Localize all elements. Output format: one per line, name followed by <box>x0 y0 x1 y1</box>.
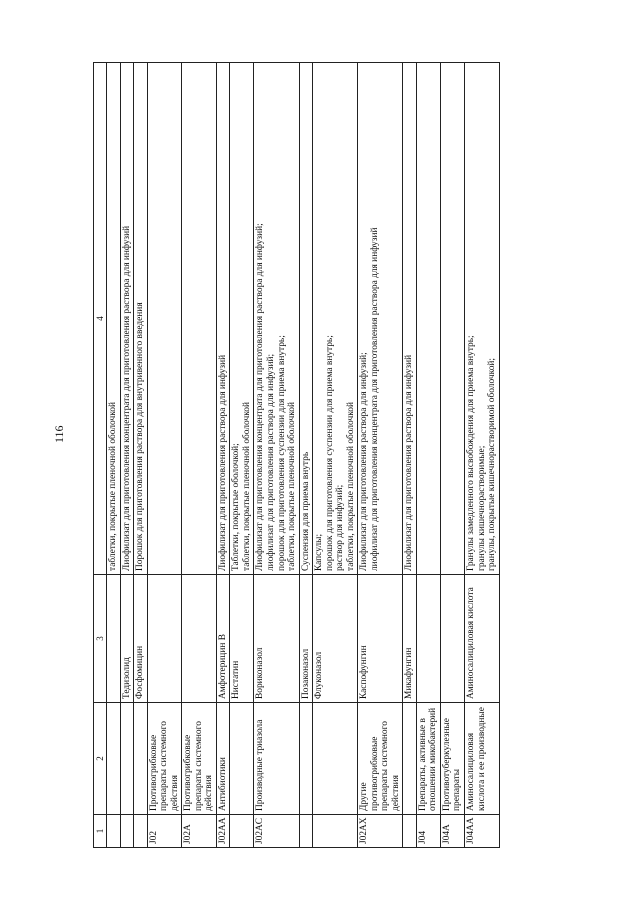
dosage-form-line: гранулы кишечнорастворимые; <box>476 445 487 571</box>
atc-code-cell-text: J04 <box>417 830 428 844</box>
dosage-form-line: Лиофилизат для приготовления раствора для инфузий <box>404 354 415 571</box>
group-name-cell <box>313 703 358 815</box>
group-name-cell <box>182 703 217 815</box>
atc-code-cell <box>147 815 182 848</box>
group-name-cell-text: Противогрибковые препараты системного действия <box>148 721 180 811</box>
dosage-form-line: таблетки, покрытые пленочной оболочкой <box>108 402 119 571</box>
dosage-forms-cell <box>254 63 299 575</box>
dosage-form-line: таблетки, покрытые пленочной оболочкой <box>345 402 356 571</box>
drug-name-cell-text: Фосфомицин <box>135 645 146 699</box>
dosage-form-line: Таблетки, покрытые оболочкой; <box>231 443 242 571</box>
dosage-forms-cell <box>465 63 500 575</box>
atc-code-cell <box>216 815 230 848</box>
atc-code-cell <box>358 815 403 848</box>
drug-name-cell <box>120 575 134 703</box>
table-row <box>299 63 313 848</box>
group-name-cell <box>147 703 182 815</box>
dosage-forms-cell <box>120 63 134 575</box>
dosage-forms-cell <box>216 63 230 575</box>
group-name-cell <box>216 703 230 815</box>
drug-name-cell <box>230 575 254 703</box>
dosage-forms-cell <box>358 63 403 575</box>
table-row <box>440 63 464 848</box>
drug-name-cell-text: Флуконазол <box>314 651 325 699</box>
group-name-cell-text: Антибиотики <box>217 757 228 811</box>
drug-name-cell <box>465 575 500 703</box>
drug-name-cell-text: Позаконазол <box>300 648 311 699</box>
dosage-forms-cell <box>182 63 217 575</box>
drug-name-cell <box>107 575 121 703</box>
drug-name-cell-text: Нистатин <box>231 660 242 699</box>
group-name-cell <box>120 703 134 815</box>
group-name-cell-text: Другие противогрибковые препараты системного действия <box>359 721 401 811</box>
drug-name-cell <box>299 575 313 703</box>
dosage-forms-cell <box>107 63 121 575</box>
group-name-cell-text: Противогрибковые препараты системного действия <box>183 721 215 811</box>
drug-name-cell-text: Микафунгин <box>404 647 415 699</box>
group-name-cell <box>403 703 417 815</box>
group-name-cell-text: Аминосалициловая кислота и ее производные <box>466 707 487 811</box>
table-row <box>216 63 230 848</box>
table-row <box>147 63 182 848</box>
atc-code-cell <box>182 815 217 848</box>
header-col-2: 2 <box>94 703 107 815</box>
table-row <box>107 63 121 848</box>
group-name-cell <box>440 703 464 815</box>
dosage-form-line: Лиофилизат для приготовления концентрата для приготовления раствора для инфузий; <box>255 223 266 571</box>
table-row <box>254 63 299 848</box>
header-col-4: 4 <box>94 63 107 575</box>
atc-code-cell <box>107 815 121 848</box>
dosage-forms-cell <box>134 63 148 575</box>
drug-name-cell-text: Тедизолид <box>121 657 132 699</box>
drug-name-cell-text: Каспофунгин <box>359 645 370 699</box>
dosage-form-line: гранулы, покрытые кишечнорастворимой оболочкой; <box>487 357 498 571</box>
dosage-form-line: порошок для приготовления суспензии для приема внутрь; <box>276 335 287 571</box>
group-name-cell-text: Производные триазола <box>255 719 266 811</box>
atc-code-cell-text: J02A <box>183 824 194 844</box>
drug-name-cell-text: Амфотерицин В <box>217 634 228 699</box>
drug-name-cell <box>147 575 182 703</box>
drug-name-cell <box>134 575 148 703</box>
drug-name-cell <box>358 575 403 703</box>
atc-code-cell <box>299 815 313 848</box>
drug-name-cell <box>182 575 217 703</box>
dosage-form-line: Капсулы; <box>314 533 325 571</box>
drug-name-cell-text: Вориконазол <box>255 647 266 699</box>
dosage-forms-cell <box>416 63 440 575</box>
group-name-cell <box>107 703 121 815</box>
atc-code-cell <box>230 815 254 848</box>
drug-name-cell-text: Аминосалициловая кислота <box>466 587 477 699</box>
dosage-form-line: лиофилизат для приготовления концентрата для приготовления раствора для инфузий <box>369 227 380 571</box>
dosage-form-line: таблетки, покрытые пленочной оболочкой <box>287 402 298 571</box>
atc-code-cell <box>403 815 417 848</box>
table-row <box>403 63 417 848</box>
drug-name-cell <box>313 575 358 703</box>
group-name-cell <box>230 703 254 815</box>
atc-code-cell <box>134 815 148 848</box>
table-row <box>358 63 403 848</box>
table-row <box>313 63 358 848</box>
dosage-form-line: Лиофилизат для приготовления концентрата для приготовления раствора для инфузий <box>121 225 132 571</box>
table-row <box>134 63 148 848</box>
group-name-cell <box>299 703 313 815</box>
atc-code-cell-text: J02AA <box>217 817 228 844</box>
group-name-cell <box>358 703 403 815</box>
drug-list-table <box>93 62 500 848</box>
atc-code-cell <box>313 815 358 848</box>
dosage-forms-cell <box>313 63 358 575</box>
document-table-rotated <box>93 63 585 848</box>
table-row <box>182 63 217 848</box>
dosage-forms-cell <box>440 63 464 575</box>
header-col-1: 1 <box>94 815 107 848</box>
dosage-form-line: Гранулы замедленного высвобождения для приема внутрь; <box>466 335 477 571</box>
dosage-forms-cell <box>230 63 254 575</box>
drug-name-cell <box>416 575 440 703</box>
dosage-form-line: порошок для приготовления суспензии для приема внутрь; <box>324 335 335 571</box>
table-row <box>465 63 500 848</box>
dosage-form-line: лиофилизат для приготовления раствора для инфузий; <box>265 353 276 571</box>
atc-code-cell-text: J04AA <box>466 817 477 844</box>
atc-code-cell-text: J02AX <box>359 817 370 844</box>
atc-code-cell <box>254 815 299 848</box>
header-row <box>94 63 107 848</box>
header-col-3: 3 <box>94 575 107 703</box>
drug-name-cell <box>216 575 230 703</box>
dosage-form-line: таблетки, покрытые пленочной оболочкой <box>241 402 252 571</box>
group-name-cell <box>465 703 500 815</box>
drug-name-cell <box>254 575 299 703</box>
dosage-form-line: Лиофилизат для приготовления раствора для инфузий <box>217 354 228 571</box>
group-name-cell <box>416 703 440 815</box>
atc-code-cell <box>120 815 134 848</box>
dosage-form-line: Лиофилизат для приготовления раствора для инфузий; <box>359 352 370 571</box>
dosage-form-line: Суспензия для приема внутрь <box>300 451 311 571</box>
group-name-cell-text: Противотуберкулезные препараты <box>441 718 463 811</box>
group-name-cell <box>254 703 299 815</box>
drug-name-cell <box>403 575 417 703</box>
dosage-forms-cell <box>299 63 313 575</box>
table-row <box>120 63 134 848</box>
table-row <box>230 63 254 848</box>
atc-code-cell <box>465 815 500 848</box>
dosage-form-line: раствор для инфузий; <box>335 484 346 571</box>
table-row <box>416 63 440 848</box>
atc-code-cell-text: J04A <box>441 824 452 844</box>
atc-code-cell-text: J02 <box>148 830 159 844</box>
atc-code-cell-text: J02AC <box>255 817 266 844</box>
dosage-form-line: Порошок для приготовления раствора для внутривенного введения <box>135 302 146 571</box>
atc-code-cell <box>416 815 440 848</box>
page-number: 116 <box>52 425 66 443</box>
dosage-forms-cell <box>147 63 182 575</box>
dosage-forms-cell <box>403 63 417 575</box>
group-name-cell-text: Препараты, активные в отношении микобактерий <box>417 707 439 811</box>
table-body <box>107 63 500 848</box>
group-name-cell <box>134 703 148 815</box>
drug-name-cell <box>440 575 464 703</box>
atc-code-cell <box>440 815 464 848</box>
